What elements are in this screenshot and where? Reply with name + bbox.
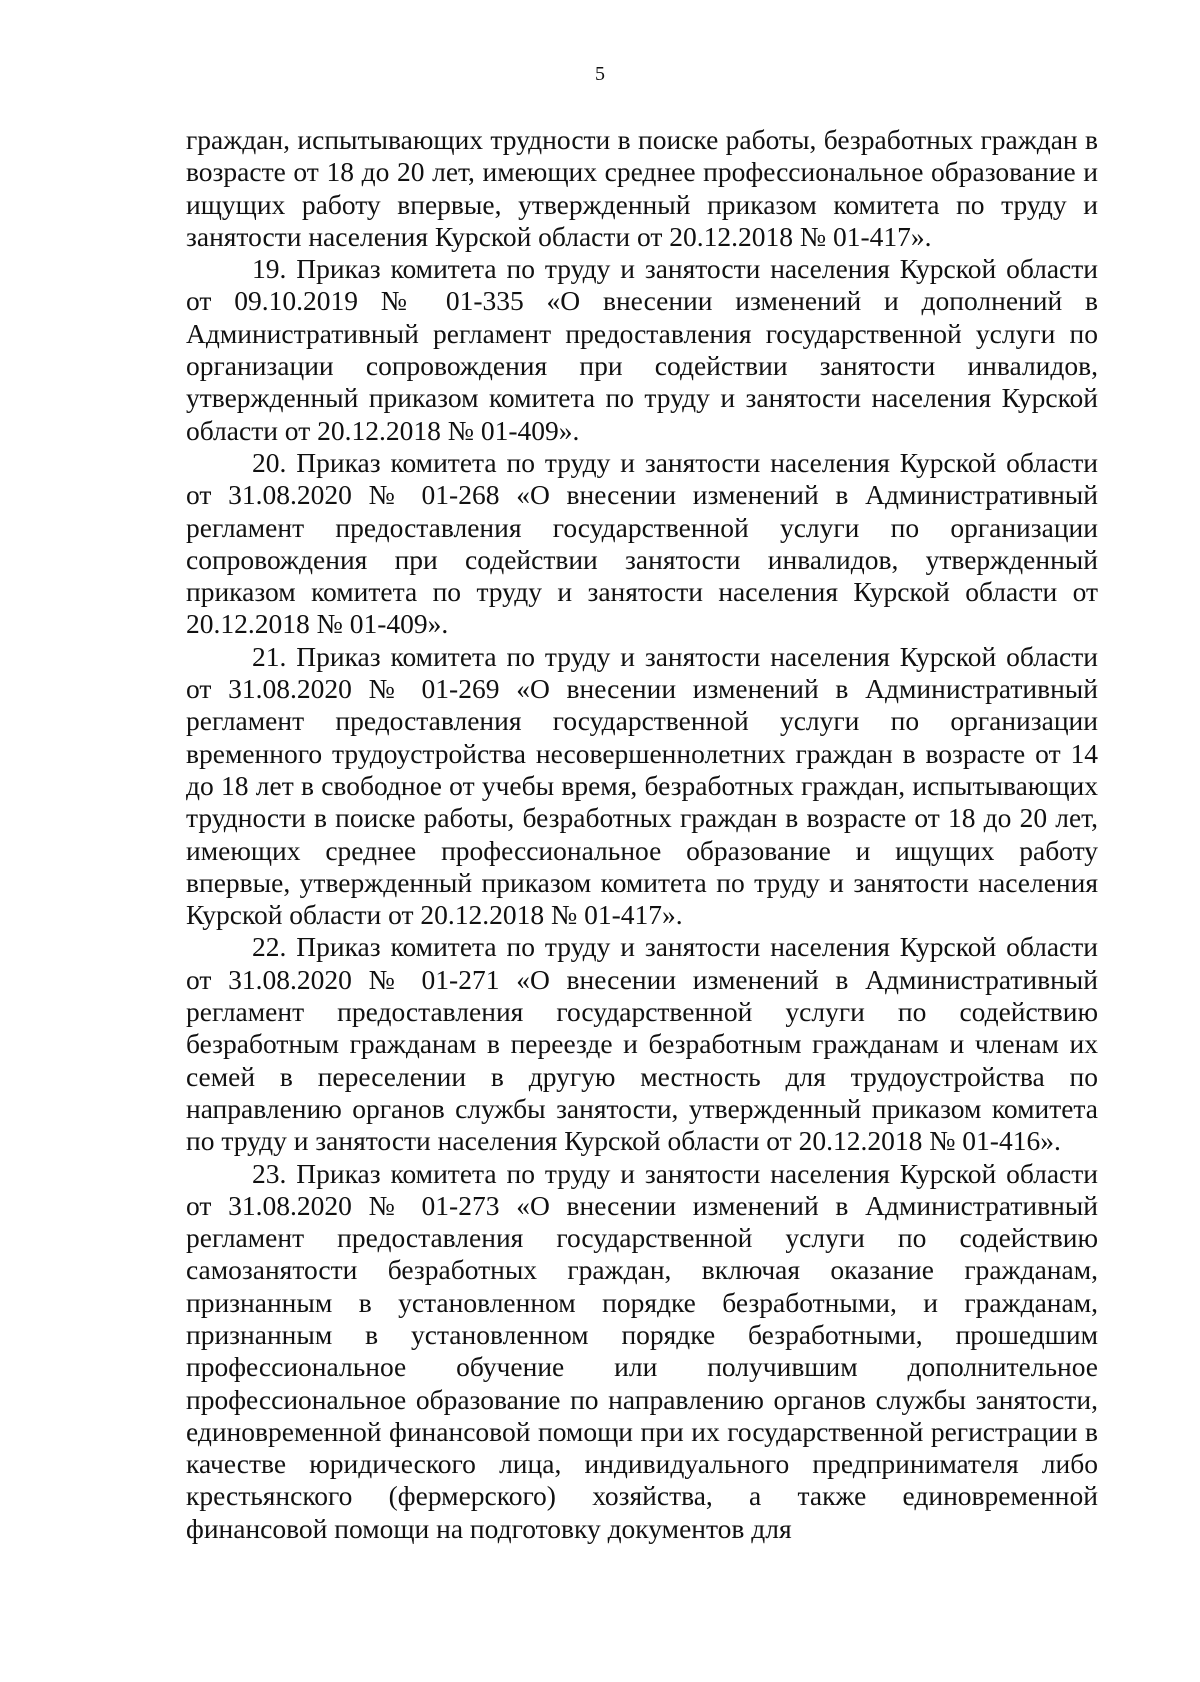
paragraph-item-20: 20. Приказ комитета по труду и занятости населения Курской области от 31.08.2020 № 01-268 «О внесении изменений в Административный регламент предоставления государственной услуги по организации сопровождения при содействии занятости инвалидов, утвержденный приказом комитета по труду и занятости населения Курской области от 20.12.2018 № 01-409».: [186, 446, 1098, 640]
paragraph-item-23: 23. Приказ комитета по труду и занятости населения Курской области от 31.08.2020 № 01-273 «О внесении изменений в Административный регламент предоставления государственной услуги по содействию самозанятости безработных граждан, включая оказание гражданам, признанным в установленном порядке безработными, и гражданам, признанным в установленном порядке безработными, прошедшим профессиональное обучение или получившим дополнительное профессиональное образование по направлению органов службы занятости, единовременной финансовой помощи при их государственной регистрации в качестве юридического лица, индивидуального предпринимателя либо крестьянского (фермерского) хозяйства, а также единовременной финансовой помощи на подготовку документов для: [186, 1157, 1098, 1544]
paragraph-item-21: 21. Приказ комитета по труду и занятости населения Курской области от 31.08.2020 № 01-269 «О внесении изменений в Административный регламент предоставления государственной услуги по организации временного трудоустройства несовершеннолетних граждан в возрасте от 14 до 18 лет в свободное от учебы время, безработных граждан, испытывающих трудности в поиске работы, безработных граждан в возрасте от 18 до 20 лет, имеющих среднее профессиональное образование и ищущих работу впервые, утвержденный приказом комитета по труду и занятости населения Курской области от 20.12.2018 № 01-417».: [186, 640, 1098, 931]
paragraph-item-19: 19. Приказ комитета по труду и занятости населения Курской области от 09.10.2019 № 01-335 «О внесении изменений и дополнений в Административный регламент предоставления государственной услуги по организации сопровождения при содействии занятости инвалидов, утвержденный приказом комитета по труду и занятости населения Курской области от 20.12.2018 № 01-409».: [186, 253, 1098, 446]
page-number: 5: [595, 63, 605, 85]
paragraph-item-22: 22. Приказ комитета по труду и занятости населения Курской области от 31.08.2020 № 01-271 «О внесении изменений в Административный регламент предоставления государственной услуги по содействию безработным гражданам в переезде и безработным гражданам и членам их семей в переселении в другую местность для трудоустройства по направлению органов службы занятости, утвержденный приказом комитета по труду и занятости населения Курской области от 20.12.2018 № 01-416».: [186, 931, 1098, 1157]
paragraph-continuation: граждан, испытывающих трудности в поиске работы, безработных граждан в возрасте от 18 до 20 лет, имеющих среднее профессиональное образование и ищущих работу впервые, утвержденный приказом комитета по труду и занятости населения Курской области от 20.12.2018 № 01-417».: [186, 124, 1098, 252]
document-body: [186, 124, 1098, 1545]
